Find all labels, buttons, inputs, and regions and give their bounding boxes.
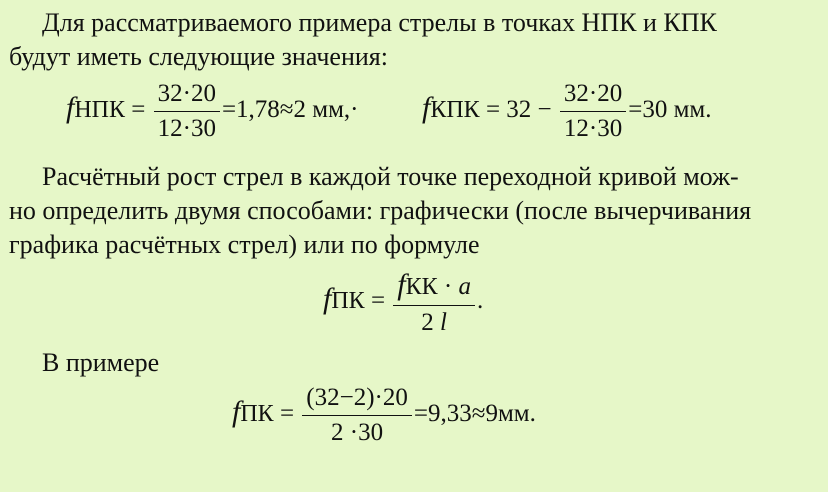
result: =1,78≈2 мм,· xyxy=(221,96,359,124)
equals: = 32 − xyxy=(485,96,552,124)
numerator: fКК · a xyxy=(393,268,475,306)
denominator: 12·30 xyxy=(157,115,216,142)
numerator: 32·20 xyxy=(560,80,626,112)
denominator: 2 ·30 xyxy=(331,419,384,446)
fraction xyxy=(393,268,475,337)
subscript: ПК xyxy=(240,401,274,428)
fraction xyxy=(302,384,412,447)
subscript: ПК xyxy=(331,288,365,315)
equals: = xyxy=(370,287,386,315)
denominator: 12·30 xyxy=(563,115,623,142)
denominator: 2 l xyxy=(421,309,447,336)
subscript: НПК xyxy=(74,97,126,124)
numerator: (32−2)·20 xyxy=(302,384,412,416)
symbol-f: f xyxy=(232,395,241,429)
result: =9,33≈9мм. xyxy=(413,400,536,428)
numerator: 32·20 xyxy=(154,80,220,112)
period: . xyxy=(476,287,484,315)
symbol-f: f xyxy=(66,91,75,125)
result: =30 мм. xyxy=(628,96,712,124)
text-line: но определить двумя способами: графически (после вычерчивания xyxy=(9,196,752,225)
text-line: Для рассматриваемого примера стрелы в точках НПК и КПК xyxy=(42,8,717,37)
text-line: В примере xyxy=(42,348,160,377)
equals: = xyxy=(131,96,146,124)
paragraph-example xyxy=(9,346,818,380)
fraction xyxy=(154,80,220,143)
paragraph-intro xyxy=(9,6,818,74)
symbol-f: f xyxy=(323,282,332,316)
formula-npk xyxy=(66,80,359,143)
text-line: Расчётный рост стрел в каждой точке переходной кривой мож- xyxy=(42,162,739,191)
formula-kpk xyxy=(422,80,711,143)
text-line: графика расчётных стрел) или по формуле xyxy=(9,230,480,259)
formula-example xyxy=(232,384,536,447)
formula-general xyxy=(323,268,483,337)
paragraph-methods xyxy=(9,160,818,262)
text-line: будут иметь следующие значения: xyxy=(9,42,388,71)
equals: = xyxy=(279,400,295,428)
subscript: КПК xyxy=(430,97,480,124)
fraction xyxy=(560,80,626,143)
symbol-f: f xyxy=(422,91,431,125)
